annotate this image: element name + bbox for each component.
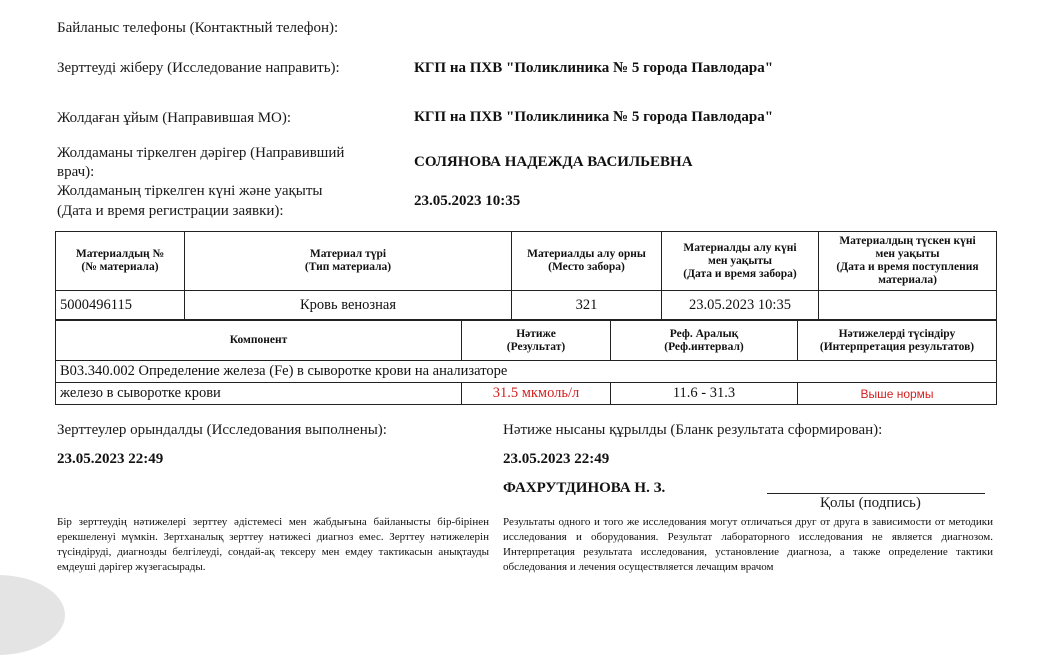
sent-to-label: Зерттеуді жіберу (Исследование направить): xyxy=(57,60,340,76)
registration-label-line2: (Дата и время регистрации заявки): xyxy=(57,203,284,219)
referring-doctor-label-line1: Жолдаманы тіркелген дәрігер (Направивший xyxy=(57,145,345,161)
referring-doctor-label-line2: врач): xyxy=(57,164,95,180)
result-value-cell: 31.5 мкмоль/л xyxy=(462,383,611,405)
referring-doctor-value: СОЛЯНОВА НАДЕЖДА ВАСИЛЬЕВНА xyxy=(414,154,693,170)
header-result: Нәтиже (Результат) xyxy=(462,321,611,361)
referring-org-value: КГП на ПХВ "Поликлиника № 5 города Павлодара" xyxy=(414,109,774,125)
receipt-datetime-cell xyxy=(819,291,997,320)
header-collection-datetime: Материалды алу күні мен уақыты (Дата и время забора) xyxy=(662,232,819,291)
header-material-number: Материалдың № (№ материала) xyxy=(56,232,185,291)
page-corner-shadow xyxy=(0,575,65,655)
header-reference-interval: Реф. Аралық (Реф.интервал) xyxy=(611,321,798,361)
collection-datetime-cell: 23.05.2023 10:35 xyxy=(662,291,819,320)
interpretation-cell: Выше нормы xyxy=(798,383,997,405)
result-table xyxy=(55,320,997,405)
header-collection-place: Материалды алу орны (Место забора) xyxy=(512,232,662,291)
studies-completed-value: 23.05.2023 22:49 xyxy=(57,451,164,467)
reference-interval-cell: 11.6 - 31.3 xyxy=(611,383,798,405)
form-generated-value: 23.05.2023 22:49 xyxy=(503,451,610,467)
form-generated-label: Нәтиже нысаны құрылды (Бланк результата сформирован): xyxy=(503,422,883,438)
header-receipt-datetime: Материалдың түскен күні мен уақыты (Дата и время поступления материала) xyxy=(819,232,997,291)
material-table xyxy=(55,231,997,320)
disclaimer-kz: Бір зерттеудің нәтижелері зерттеу әдістемесі мен жабдығына байланысты бір-бірінен ерекшеленуі мүмкін. Зертханалық зерттеу нәтижесі диагноз емес. Зерттеу нәтижелерін түсіндіруді, диагнозды белгілеуді, сондай-ақ тексеру мен емдеу тактикасын анықтауды емдеуші дәрігер жүзегасырады. xyxy=(57,516,489,573)
component-cell: железо в сыворотке крови xyxy=(56,383,462,405)
sent-to-value: КГП на ПХВ "Поликлиника № 5 города Павлодара" xyxy=(414,60,774,76)
contact-phone-label: Байланыс телефоны (Контактный телефон): xyxy=(57,20,339,36)
header-material-type: Материал түрі (Тип материала) xyxy=(185,232,512,291)
material-type-cell: Кровь венозная xyxy=(185,291,512,320)
header-interpretation: Нәтижелерді түсіндіру (Интерпретация результатов) xyxy=(798,321,997,361)
test-section-row: B03.340.002 Определение железа (Fe) в сыворотке крови на анализаторе xyxy=(56,361,997,383)
signature-label: Қолы (подпись) xyxy=(820,495,921,511)
header-component: Компонент xyxy=(56,321,462,361)
signature-line xyxy=(767,493,985,494)
disclaimer-ru: Результаты одного и того же исследования могут отличаться друг от друга в зависимости от методики исследования и оборудования. Результат лабораторного исследования не является диагнозом. Интерпретация результата исследования, установление диагноза, а также определение тактики обследования и лечения осуществляется лечащим врачом xyxy=(503,516,993,573)
registration-label-line1: Жолдаманың тіркелген күні және уақыты xyxy=(57,183,323,199)
signer-name: ФАХРУТДИНОВА Н. З. xyxy=(503,480,666,496)
registration-datetime-value: 23.05.2023 10:35 xyxy=(414,193,521,209)
material-number-cell: 5000496115 xyxy=(56,291,185,320)
studies-completed-label: Зерттеулер орындалды (Исследования выполнены): xyxy=(57,422,387,438)
referring-org-label: Жолдаған ұйым (Направившая МО): xyxy=(57,110,292,126)
collection-place-cell: 321 xyxy=(512,291,662,320)
